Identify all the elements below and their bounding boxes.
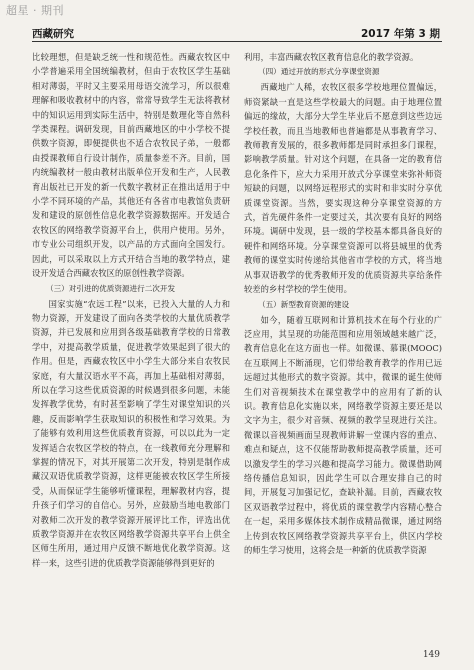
header-divider (32, 41, 442, 42)
page-number: 149 (422, 650, 440, 660)
body-paragraph: 西藏地广人稀，农牧区很多学校地理位置偏远，师资紧缺一直是这些学校最大的问题。由于地理位置偏远的缘故，大部分大学生毕业后不愿意到这些边远学校任教，而且当地教师也普遍都是从事教育学习、教师教育发展的，很多教师都是同时承担多门课程，影响教学质量。针对这个问题，在具备一定的教育信息化条件下，应大力采用开放式分享课堂来弥补师资短缺的问题，以网络远程形式的实时和非实时分享优质课堂资源。当然，要实现这种分享课堂资源的方式，首先硬件条件一定要过关，其次要有良好的网络环境。调研中发现，县一级的学校基本都具备良好的硬件和网络环境。分享课堂资源可以将县城里的优秀教师的课堂实时传递给其他省市学校的方式，将当地从事双语教学的优秀教师开发的优质资源共享给条件较差的乡村学校的学生使用。 (244, 82, 442, 295)
body-paragraph: 比较理想，但是缺乏统一性和规范性。西藏农牧区中小学普遍采用全国统编教材，但由于农牧区学生基础相对薄弱，平时又主要采用母语交流学习，所以很难理解和吸收教材中的内容，常常导致学生无法将教材中的知识运用到实际生活中，特别是数理化等自然科学类课程。调研发现，目前西藏地区的中小学校不提供数字资源，即便提供也不适合农牧民子弟，一般都由授课教师自行设计制作，质量参差不齐。目前，国内统编教材一般由教材出版单位开发和生产，人民教育出版社已开发的新一代数字教材正在推出适用于中小学不同环境的产品，其他还有各省市电教馆负责研发和建设的原创性信息化教学资源数据库。开发适合农牧区的网络教学资源平台上，供用户使用。另外，市专业公司组织开发，以产品的方式面向全国发行。因此，可以采取以上方式开结合当地的教学特点，建设开发适合西藏农牧区的原创性教学资源。 (32, 52, 230, 279)
issue-info: 2017 年第 3 期 (361, 28, 440, 40)
left-column (32, 50, 230, 570)
body-paragraph: 如今，随着互联网和计算机技术在每个行业的广泛应用，其呈现的功能范围和应用领域越来越广泛，教育信息化在这方面也一样。如微课、慕课(MOOC)在互联网上不断涌现，它们带给教育教学的作用已远远超过其他形式的数字资源。其中，微课的诞生使师生们对音视频技术在课堂教学中的应用有了新的认识。教育信息化实施以来，网络教学资源主要还是以文字为主，很少对音频、视频的教学呈现进行关注。微课以音视频画面呈现教师讲解一堂课内容的重点、难点和疑点，这不仅能帮助教师提高教学质量，还可以激发学生的学习兴趣和提高学习能力。微课借助网络传播信息知识，因此学生可以合理安排自己的时间，开展复习加强记忆，查缺补漏。目前，西藏农牧区双语教学过程中，将优质的课堂教学内容精心整合在一起，采用多媒体技术制作成精品微课，通过网络上传到农牧区网络教学资源共享平台上，供区内学校的师生学习使用，这将会是一种新的优质教学资源 (244, 314, 442, 555)
journal-name: 西藏研究 (32, 28, 74, 40)
body-paragraph: 利用，丰富西藏农牧区教育信息化的教学资源。 (244, 52, 419, 62)
right-column (244, 50, 442, 557)
section-heading: （三）对引进的优质资源进行二次开发 (46, 283, 176, 293)
watermark-logo: 超星 · 期刊 (6, 4, 64, 17)
body-paragraph: 国家实施“农远工程”以来，已投入大量的人力和物力资源，开发建设了面向各类学校的大量优质教学资源，并已发展和应用到各级基础教育学校的日常教学中，对提高教学质量，促进教学效果起到了很大的作用。但是，西藏农牧区中小学生大部分来自农牧民家庭，有大量汉语水平不高，再加上基础相对薄弱，所以在学习这些优质资源的时候遇到很多问题，未能发挥教学优势，有时甚至影响了学生对课堂知识的兴趣，反而影响学生获取知识的积极性和学习效果。为了能够有效利用这些优质教育资源，可以以此为一定发挥适合农牧区学校的特点，在一线教师充分理解和掌握的情况下，对其开展第二次开发，特别是制作成藏汉双语优质教学资源，这样更能被农牧区学生所接受，从而保证学生能够听懂课程，理解教材内容，提升孩子们学习的自信心。另外，应鼓励当地电教部门对教师二次开发的教学资源开展评比工作，评选出优质教学资源并在农牧区网络教学资源共享平台上供全区师生所用，通过用户反馈不断地优化教学资源。这样一来，这些引进的优质教学资源能够得到更好的 (32, 298, 230, 568)
section-heading: （四）通过开放的形式分享课堂资源 (258, 67, 380, 77)
section-heading: （五）新型教育资源的建设 (258, 299, 350, 309)
